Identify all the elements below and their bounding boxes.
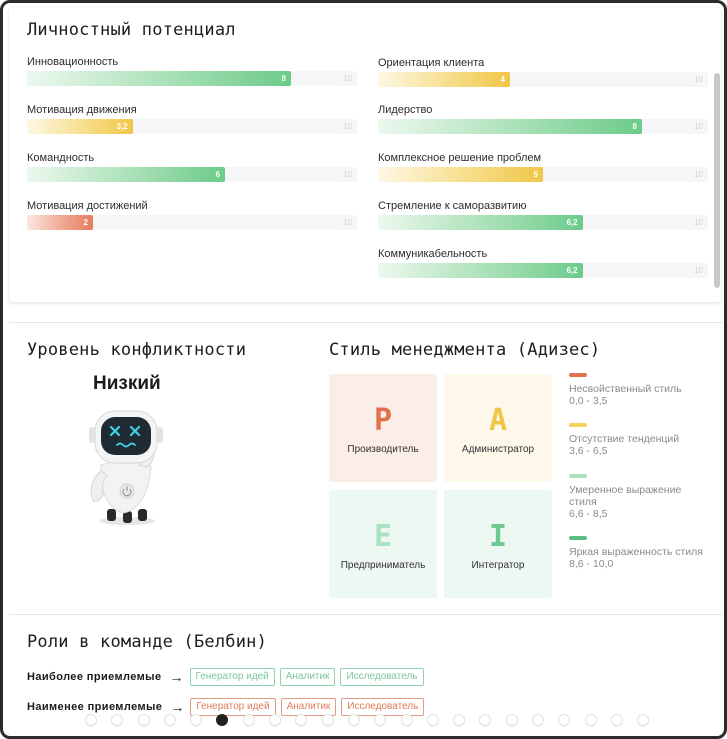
arrow-right-icon: → — [170, 699, 185, 715]
metric-bar-track — [378, 72, 708, 87]
pagination-dot[interactable] — [454, 715, 464, 725]
metric-bar-fill — [378, 263, 583, 278]
adizes-title: Стиль менеджмента (Адизес) — [329, 340, 601, 360]
pagination-dot[interactable] — [270, 715, 280, 725]
belbin-least-row — [27, 698, 429, 716]
belbin-most-label: Наиболее приемлемые — [27, 671, 162, 683]
belbin-most-tags — [190, 668, 429, 686]
adizes-cell — [444, 374, 552, 482]
adizes-letter: P — [373, 403, 393, 438]
personal-potential-title: Личностный потенциал — [27, 20, 236, 40]
legend-title: Яркая выраженность стиля — [569, 546, 703, 558]
pagination-dot[interactable] — [612, 715, 622, 725]
metric-value: 3,2 — [116, 122, 128, 131]
metric-item — [378, 151, 708, 182]
pagination-dot[interactable] — [323, 715, 333, 725]
conflict-level-value: Низкий — [93, 373, 161, 394]
pagination-dot[interactable] — [428, 715, 438, 725]
metric-bar-fill — [27, 167, 225, 182]
role-tag: Генератор идей — [190, 698, 275, 716]
metric-bar-track — [27, 167, 357, 182]
role-tag: Исследователь — [341, 698, 424, 716]
legend-title: Отсутствие тенденций — [569, 433, 680, 445]
metric-value: 8 — [632, 122, 637, 131]
metric-label: Командность — [27, 152, 95, 164]
belbin-most-row — [27, 668, 429, 686]
metric-value: 6,2 — [566, 266, 578, 275]
pagination-dot[interactable] — [191, 715, 201, 725]
metric-item — [378, 56, 708, 87]
metric-bar-fill — [378, 215, 583, 230]
pagination-dot[interactable] — [244, 715, 254, 725]
legend-item — [569, 423, 709, 457]
metric-value: 5 — [533, 170, 538, 179]
metric-label: Коммуникабельность — [378, 248, 488, 260]
legend-swatch — [569, 474, 587, 478]
adizes-style-name: Интегратор — [471, 560, 525, 571]
metric-item — [27, 151, 357, 182]
metric-bar-fill — [27, 71, 291, 86]
pagination-dot[interactable] — [507, 715, 517, 725]
pagination-dot[interactable] — [533, 715, 543, 725]
metric-bar-fill — [378, 119, 642, 134]
metric-label: Стремление к саморазвитию — [378, 200, 527, 212]
adizes-letter: I — [488, 519, 508, 554]
belbin-least-tags — [190, 698, 429, 716]
metric-max: 10 — [694, 266, 703, 275]
metric-bar-track — [27, 119, 357, 134]
adizes-letter: E — [373, 519, 393, 554]
adizes-letter: A — [488, 403, 508, 438]
metric-bar-track — [378, 263, 708, 278]
adizes-cell — [444, 490, 552, 598]
metric-label: Ориентация клиента — [378, 57, 485, 69]
metric-bar-track — [27, 215, 357, 230]
metric-max: 10 — [694, 75, 703, 84]
adizes-cell — [329, 490, 437, 598]
metric-max: 10 — [694, 218, 703, 227]
pagination-dot[interactable] — [586, 715, 596, 725]
role-tag: Генератор идей — [190, 668, 275, 686]
metric-max: 10 — [343, 170, 352, 179]
arrow-right-icon: → — [169, 669, 184, 685]
legend-swatch — [569, 373, 587, 377]
legend-range: 3,6 - 6,5 — [569, 445, 608, 457]
metric-label: Лидерство — [378, 104, 433, 116]
pagination-dot[interactable] — [112, 715, 122, 725]
legend-item — [569, 536, 709, 570]
role-tag: Аналитик — [281, 698, 337, 716]
metric-bar-fill — [378, 72, 510, 87]
legend-title: Умеренное выражение стиля — [569, 484, 682, 508]
role-tag: Аналитик — [280, 668, 336, 686]
metric-label: Инновационность — [27, 56, 119, 68]
pagination-dot[interactable] — [139, 715, 149, 725]
conflict-title: Уровень конфликтности — [27, 340, 247, 360]
legend-range: 0,0 - 3,5 — [569, 395, 608, 407]
pagination-dot[interactable] — [402, 715, 412, 725]
metric-value: 2 — [83, 218, 88, 227]
metric-item — [27, 199, 357, 230]
metric-item — [378, 247, 708, 278]
robot-illustration — [81, 405, 171, 527]
metric-value: 4 — [500, 75, 505, 84]
pagination-dot[interactable] — [480, 715, 490, 725]
pagination-dots — [86, 715, 665, 725]
section-divider — [9, 322, 723, 323]
belbin-title: Роли в команде (Белбин) — [27, 632, 268, 652]
metric-label: Мотивация движения — [27, 104, 137, 116]
metric-item — [378, 103, 708, 134]
pagination-dot[interactable] — [296, 715, 306, 725]
metric-max: 10 — [343, 218, 352, 227]
pagination-dot[interactable] — [86, 715, 96, 725]
legend-range: 8,6 - 10,0 — [569, 558, 614, 570]
metric-label: Мотивация достижений — [27, 200, 148, 212]
metric-item — [378, 199, 708, 230]
metric-bar-fill — [378, 167, 543, 182]
role-tag: Исследователь — [340, 668, 423, 686]
metric-item — [27, 55, 357, 86]
adizes-style-name: Производитель — [347, 444, 419, 455]
adizes-cell — [329, 374, 437, 482]
metric-label: Комплексное решение проблем — [378, 152, 542, 164]
adizes-style-name: Администратор — [461, 444, 535, 455]
metric-max: 10 — [343, 74, 352, 83]
metric-value: 8 — [281, 74, 286, 83]
pagination-dot[interactable] — [349, 715, 359, 725]
metric-value: 6,2 — [566, 218, 578, 227]
metric-bar-track — [378, 119, 708, 134]
scrollbar[interactable] — [714, 73, 720, 288]
pagination-dot[interactable] — [165, 715, 175, 725]
legend-item — [569, 373, 709, 407]
pagination-dot[interactable] — [375, 715, 385, 725]
adizes-style-name: Предприниматель — [340, 560, 426, 571]
legend-swatch — [569, 536, 587, 540]
metric-bar-track — [27, 71, 357, 86]
scrollbar-thumb[interactable] — [714, 73, 720, 288]
pagination-dot[interactable] — [638, 715, 648, 725]
pagination-dot[interactable] — [217, 715, 227, 725]
legend-title: Несвойственный стиль — [569, 383, 682, 395]
metric-bar-track — [378, 215, 708, 230]
metric-item — [27, 103, 357, 134]
metric-max: 10 — [694, 170, 703, 179]
legend-item — [569, 474, 709, 520]
metric-bar-track — [378, 167, 708, 182]
metric-max: 10 — [694, 122, 703, 131]
metric-max: 10 — [343, 122, 352, 131]
legend-range: 6,6 - 8,5 — [569, 508, 608, 520]
metric-value: 6 — [215, 170, 220, 179]
pagination-dot[interactable] — [559, 715, 569, 725]
section-divider-2 — [9, 614, 723, 615]
legend-swatch — [569, 423, 587, 427]
belbin-least-label: Наименее приемлемые — [27, 701, 163, 713]
